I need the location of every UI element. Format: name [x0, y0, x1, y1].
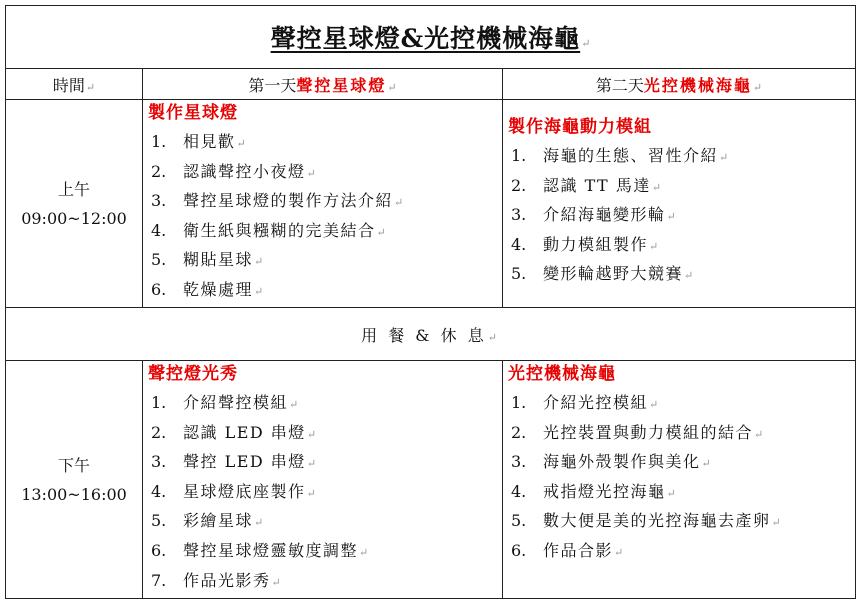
- item-text: 介紹海龜變形輪: [543, 205, 666, 225]
- item-number: 3.: [151, 191, 167, 211]
- page-title: 聲控星球燈&光控機械海龜: [270, 24, 581, 53]
- morning-time-cell: [6, 100, 143, 308]
- morning-day1-cell: [143, 100, 503, 308]
- afternoon-day1-list: [143, 388, 502, 595]
- afternoon-day1-section: 聲控燈光秀: [148, 364, 238, 384]
- morning-day2-cell: [503, 100, 856, 308]
- item-number: 5.: [151, 250, 167, 270]
- item-number: 5.: [151, 511, 167, 531]
- list-item: 4. 星球燈底座製作↵: [151, 477, 502, 507]
- list-item: 6. 作品合影↵: [511, 536, 855, 566]
- item-number: 3.: [151, 452, 167, 472]
- item-text: 光控裝置與動力模組的結合: [543, 422, 754, 442]
- item-text: 聲控 LED 串燈: [183, 452, 306, 472]
- item-text: 作品光影秀: [183, 570, 271, 590]
- item-text: 聲控星球燈靈敏度調整: [183, 540, 359, 560]
- item-text: 乾燥處理: [183, 279, 254, 299]
- day2-prefix: 第二天: [595, 75, 644, 95]
- list-item: 5. 變形輪越野大競賽↵: [511, 259, 855, 289]
- item-number: 3.: [511, 205, 527, 225]
- morning-label: 上午: [57, 179, 90, 199]
- list-item: 1. 相見歡↵: [151, 127, 502, 157]
- item-number: 1.: [511, 146, 527, 165]
- item-number: 2.: [511, 422, 527, 442]
- list-item: 3. 海龜外殼製作與美化↵: [511, 447, 855, 477]
- item-text: 認識 TT 馬達: [543, 175, 651, 195]
- item-text: 星球燈底座製作: [183, 481, 306, 501]
- item-text: 介紹光控模組: [543, 393, 649, 412]
- title-cell: 聲控星球燈&光控機械海龜↵: [6, 6, 856, 69]
- afternoon-label: 下午: [57, 455, 90, 475]
- break-cell: 用 餐 & 休 息↵: [6, 308, 856, 361]
- item-number: 7.: [151, 570, 167, 590]
- list-item: 5. 糊貼星球↵: [151, 245, 502, 275]
- item-text: 衛生紙與糨糊的完美結合: [183, 220, 376, 240]
- item-number: 4.: [511, 234, 527, 254]
- item-text: 海龜外殼製作與美化: [543, 452, 701, 472]
- list-item: 5. 彩繪星球↵: [151, 506, 502, 536]
- item-text: 動力模組製作: [543, 234, 649, 254]
- item-text: 戒指燈光控海龜: [543, 481, 666, 501]
- item-text: 認識聲控小夜燈: [183, 161, 306, 181]
- item-number: 4.: [151, 481, 167, 501]
- item-number: 5.: [511, 264, 527, 284]
- list-item: 7. 作品光影秀↵: [151, 566, 502, 596]
- afternoon-day1-cell: [143, 361, 503, 599]
- day1-header: 第一天聲控星球燈↵: [143, 69, 503, 100]
- item-text: 數大便是美的光控海龜去產卵: [543, 511, 771, 531]
- list-item: 1. 介紹光控模組↵: [511, 388, 855, 418]
- list-item: 2. 光控裝置與動力模組的結合↵: [511, 418, 855, 448]
- item-number: 1.: [151, 132, 167, 151]
- item-text: 變形輪越野大競賽: [543, 264, 684, 284]
- morning-day2-list: [503, 141, 855, 289]
- item-number: 2.: [151, 422, 167, 442]
- list-item: 4. 衛生紙與糨糊的完美結合↵: [151, 216, 502, 246]
- item-text: 聲控星球燈的製作方法介紹: [183, 191, 394, 211]
- list-item: 4. 戒指燈光控海龜↵: [511, 477, 855, 507]
- morning-day1-section: 製作星球燈: [148, 103, 238, 123]
- item-number: 4.: [151, 220, 167, 240]
- item-text: 糊貼星球: [183, 250, 254, 270]
- list-item: 2. 認識 TT 馬達↵: [511, 171, 855, 201]
- item-number: 2.: [511, 175, 527, 195]
- item-number: 4.: [511, 481, 527, 501]
- list-item: 3. 聲控星球燈的製作方法介紹↵: [151, 186, 502, 216]
- break-label: 用 餐 & 休 息: [361, 325, 487, 345]
- item-text: 認識 LED 串燈: [183, 422, 306, 442]
- item-number: 5.: [511, 511, 527, 531]
- afternoon-time: 13:00~16:00: [21, 484, 127, 504]
- item-number: 1.: [151, 393, 167, 412]
- schedule-table: [5, 5, 856, 599]
- item-number: 6.: [511, 540, 527, 560]
- day2-name: 光控機械海龜: [643, 75, 752, 95]
- afternoon-day2-cell: [503, 361, 856, 599]
- morning-time: 09:00~12:00: [21, 208, 127, 228]
- list-item: 3. 聲控 LED 串燈↵: [151, 447, 502, 477]
- item-text: 海龜的生態、習性介紹: [543, 146, 719, 165]
- item-number: 6.: [151, 540, 167, 560]
- afternoon-day2-section: 光控機械海龜: [508, 364, 616, 384]
- item-text: 介紹聲控模組: [183, 393, 289, 412]
- day1-name: 聲控星球燈: [296, 75, 387, 95]
- list-item: 1. 介紹聲控模組↵: [151, 388, 502, 418]
- list-item: 6. 聲控星球燈靈敏度調整↵: [151, 536, 502, 566]
- day2-header: 第二天光控機械海龜↵: [503, 69, 856, 100]
- item-number: 1.: [511, 393, 527, 412]
- list-item: 2. 認識聲控小夜燈↵: [151, 157, 502, 187]
- afternoon-time-cell: [6, 361, 143, 599]
- item-text: 彩繪星球: [183, 511, 254, 531]
- list-item: 6. 乾燥處理↵: [151, 275, 502, 305]
- day1-prefix: 第一天: [248, 75, 297, 95]
- item-number: 3.: [511, 452, 527, 472]
- list-item: 3. 介紹海龜變形輪↵: [511, 200, 855, 230]
- list-item: 4. 動力模組製作↵: [511, 230, 855, 260]
- afternoon-day2-list: [503, 388, 855, 566]
- item-text: 相見歡: [183, 132, 236, 151]
- item-text: 作品合影: [543, 540, 614, 560]
- time-header: 時間↵: [6, 69, 143, 100]
- item-number: 6.: [151, 279, 167, 299]
- list-item: 5. 數大便是美的光控海龜去產卵↵: [511, 506, 855, 536]
- morning-day2-section: 製作海龜動力模組: [508, 117, 652, 137]
- morning-day1-list: [143, 127, 502, 305]
- list-item: 2. 認識 LED 串燈↵: [151, 418, 502, 448]
- list-item: 1. 海龜的生態、習性介紹↵: [511, 141, 855, 171]
- item-number: 2.: [151, 161, 167, 181]
